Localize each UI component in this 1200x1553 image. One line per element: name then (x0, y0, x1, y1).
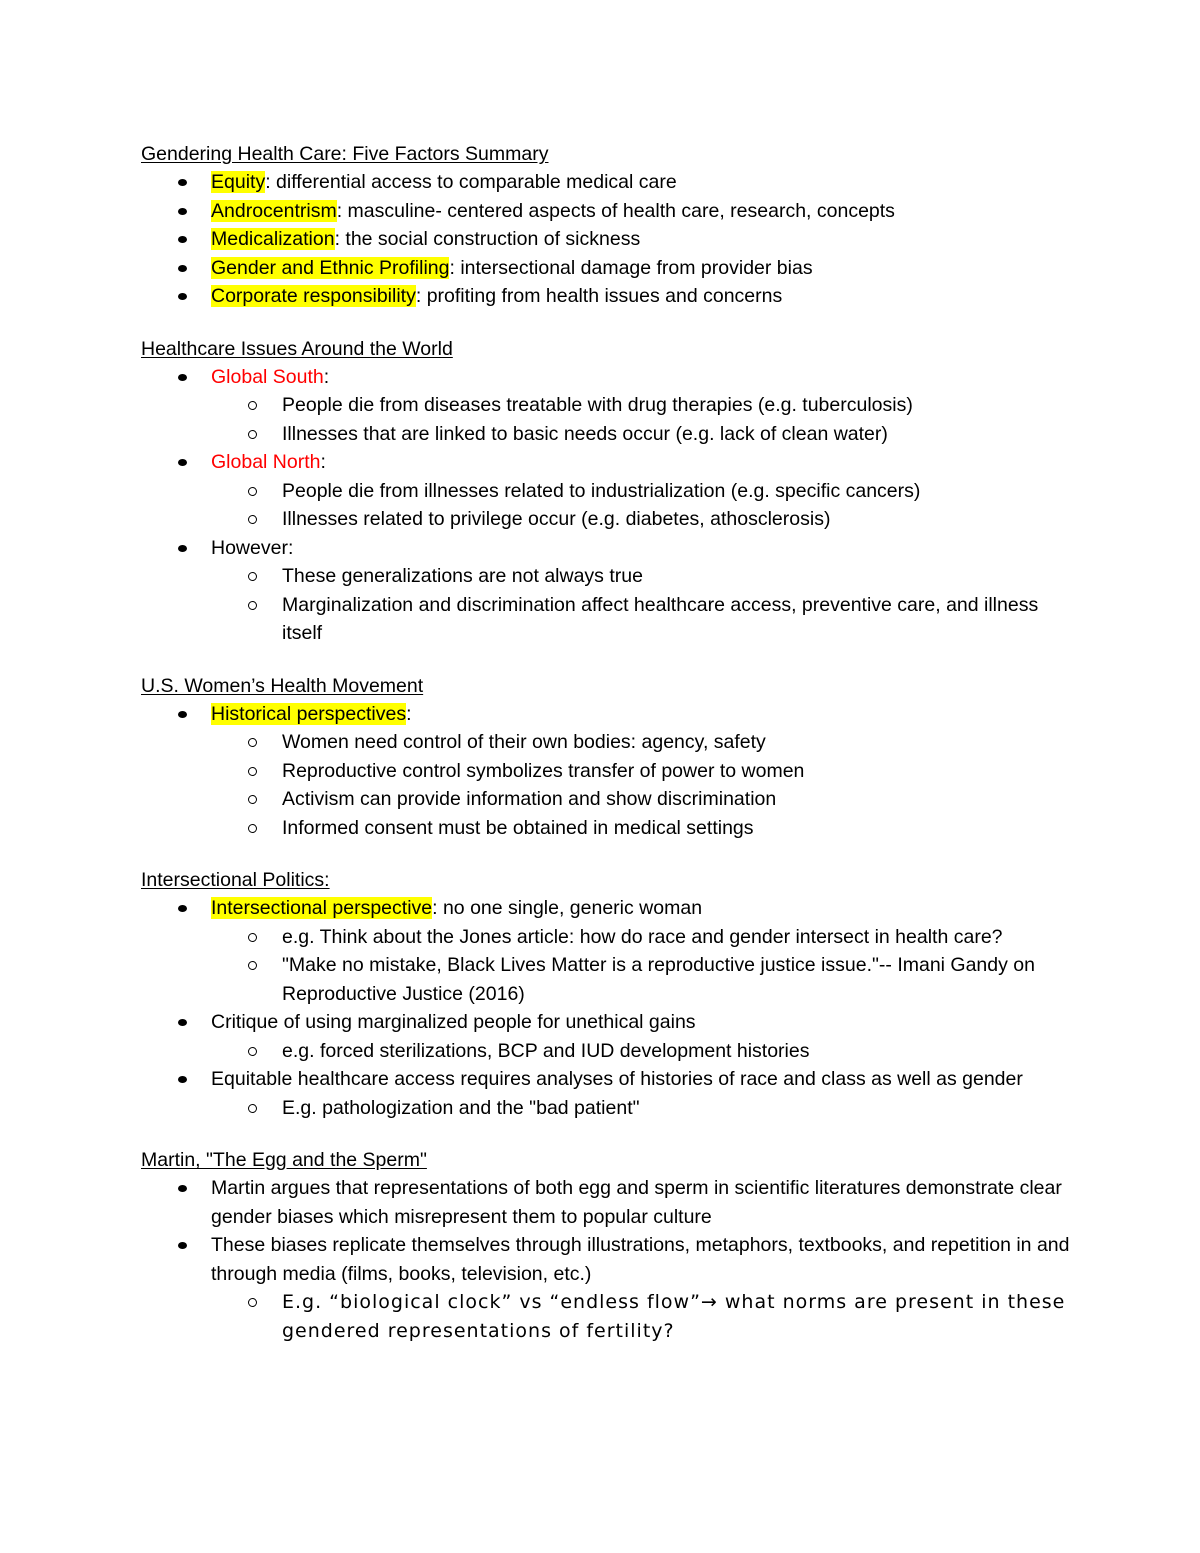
item-text: Illnesses related to privilege occur (e.g. diabetes, athosclerosis) (282, 508, 831, 530)
circle-bullet-icon (248, 738, 257, 747)
document-page (141, 140, 1081, 1345)
bullet-icon (178, 1019, 187, 1026)
item-text: Critique of using marginalized people for unethical gains (211, 1011, 696, 1033)
item-text: Activism can provide information and show discrimination (282, 788, 777, 810)
sub-list-item (141, 562, 1081, 591)
list-item (141, 282, 1081, 311)
highlighted-term: Historical perspectives (211, 702, 407, 725)
red-term: Global North (211, 451, 321, 473)
item-text: e.g. forced sterilizations, BCP and IUD development histories (282, 1039, 810, 1062)
section-heading: Healthcare Issues Around the World (141, 337, 453, 360)
item-text: "Make no mistake, Black Lives Matter is a reproductive justice issue."-- Imani Gandy on Reproductive Justice (2016) (282, 954, 1035, 1005)
highlighted-term: Intersectional perspective (211, 897, 433, 919)
item-text: : (320, 451, 326, 473)
circle-bullet-icon (248, 572, 257, 581)
circle-bullet-icon (248, 795, 257, 804)
bullet-icon (178, 265, 187, 272)
list-item (141, 168, 1081, 197)
item-text: Informed consent must be obtained in medical settings (282, 816, 754, 839)
sub-list-item (141, 591, 1081, 648)
item-text: Illnesses that are linked to basic needs occur (e.g. lack of clean water) (282, 422, 888, 445)
circle-bullet-icon (248, 767, 257, 776)
bullet-list (141, 363, 1081, 648)
item-text: E.g. “biological clock” vs “endless flow”→ what norms are present in these gendered representations of fertility? (282, 1291, 1066, 1342)
bullet-icon (178, 293, 187, 300)
sub-list-item (141, 1037, 1081, 1066)
section-heading: U.S. Women’s Health Movement (141, 674, 424, 697)
list-item (141, 254, 1081, 283)
circle-bullet-icon (248, 1047, 257, 1056)
bullet-icon (178, 905, 187, 912)
sub-list-item (141, 477, 1081, 506)
list-item (141, 1231, 1081, 1288)
circle-bullet-icon (248, 401, 257, 410)
item-text: Martin argues that representations of both egg and sperm in scientific literatures demonstrate clear gender biases which misrepresent them to popular culture (211, 1177, 1062, 1228)
circle-bullet-icon (248, 601, 257, 610)
item-text: e.g. Think about the Jones article: how do race and gender intersect in health care? (282, 925, 1003, 948)
bullet-icon (178, 1185, 187, 1192)
sub-list-item (141, 785, 1081, 814)
item-text: : no one single, generic woman (432, 897, 703, 919)
item-text: Marginalization and discrimination affect healthcare access, preventive care, and illness itself (282, 593, 1039, 644)
sub-list-item (141, 1094, 1081, 1123)
circle-bullet-icon (248, 1298, 257, 1307)
item-text: : profiting from health issues and concerns (415, 285, 783, 307)
circle-bullet-icon (248, 430, 257, 439)
bullet-list (141, 168, 1081, 311)
list-item (141, 363, 1081, 392)
item-text: However: (211, 536, 294, 559)
sub-list-item (141, 505, 1081, 534)
highlighted-term: Corporate responsibility (211, 285, 416, 307)
item-text: E.g. pathologization and the "bad patient" (282, 1096, 640, 1119)
list-item (141, 448, 1081, 477)
circle-bullet-icon (248, 961, 257, 970)
item-text: : the social construction of sickness (334, 228, 641, 250)
item-text: : differential access to comparable medical care (265, 171, 677, 193)
item-text: These biases replicate themselves through illustrations, metaphors, textbooks, and repetition in and through media (films, books, television, etc.) (211, 1234, 1070, 1285)
section-martin (141, 1146, 1081, 1345)
section-heading: Martin, "The Egg and the Sperm" (141, 1149, 427, 1171)
bullet-list (141, 1174, 1081, 1345)
circle-bullet-icon (248, 824, 257, 833)
bullet-icon (178, 711, 187, 718)
sub-list-item (141, 814, 1081, 843)
item-text: These generalizations are not always true (282, 565, 643, 587)
circle-bullet-icon (248, 515, 257, 524)
red-term: Global South (211, 365, 324, 388)
highlighted-term: Androcentrism (211, 199, 337, 222)
sub-list-item (141, 391, 1081, 420)
sub-list-item (141, 420, 1081, 449)
sub-list-item (141, 757, 1081, 786)
bullet-icon (178, 208, 187, 215)
circle-bullet-icon (248, 1104, 257, 1113)
bullet-icon (178, 1242, 187, 1249)
highlighted-term: Gender and Ethnic Profiling (211, 256, 450, 279)
highlighted-term: Equity (211, 171, 266, 193)
item-text: People die from diseases treatable with drug therapies (e.g. tuberculosis) (282, 394, 913, 416)
item-text: Reproductive control symbolizes transfer of power to women (282, 759, 805, 782)
list-item (141, 197, 1081, 226)
bullet-list (141, 700, 1081, 843)
section-intersectional-politics (141, 866, 1081, 1122)
bullet-list (141, 894, 1081, 1122)
item-text: : masculine- centered aspects of health care, research, concepts (336, 199, 895, 222)
bullet-icon (178, 374, 187, 381)
list-item (141, 1065, 1081, 1094)
bullet-icon (178, 459, 187, 466)
sub-list-item (141, 1288, 1081, 1345)
circle-bullet-icon (248, 487, 257, 496)
item-text: : (323, 365, 330, 388)
list-item (141, 894, 1081, 923)
bullet-icon (178, 545, 187, 552)
list-item (141, 1174, 1081, 1231)
sub-list-item (141, 923, 1081, 952)
bullet-icon (178, 1076, 187, 1083)
list-item (141, 700, 1081, 729)
list-item (141, 534, 1081, 563)
section-heading: Intersectional Politics: (141, 869, 330, 891)
bullet-icon (178, 236, 187, 243)
list-item (141, 225, 1081, 254)
sub-list-item (141, 951, 1081, 1008)
section-womens-health (141, 672, 1081, 843)
section-heading: Gendering Health Care: Five Factors Summary (141, 143, 549, 165)
item-text: People die from illnesses related to industrialization (e.g. specific cancers) (282, 479, 921, 502)
item-text: : (406, 702, 412, 725)
highlighted-term: Medicalization (211, 228, 335, 250)
bullet-icon (178, 179, 187, 186)
section-world (141, 335, 1081, 648)
circle-bullet-icon (248, 933, 257, 942)
sub-list-item (141, 728, 1081, 757)
item-text: Equitable healthcare access requires analyses of histories of race and class as well as gender (211, 1068, 1023, 1090)
list-item (141, 1008, 1081, 1037)
item-text: Women need control of their own bodies: agency, safety (282, 731, 766, 753)
item-text: : intersectional damage from provider bias (449, 256, 813, 279)
section-five-factors (141, 140, 1081, 311)
